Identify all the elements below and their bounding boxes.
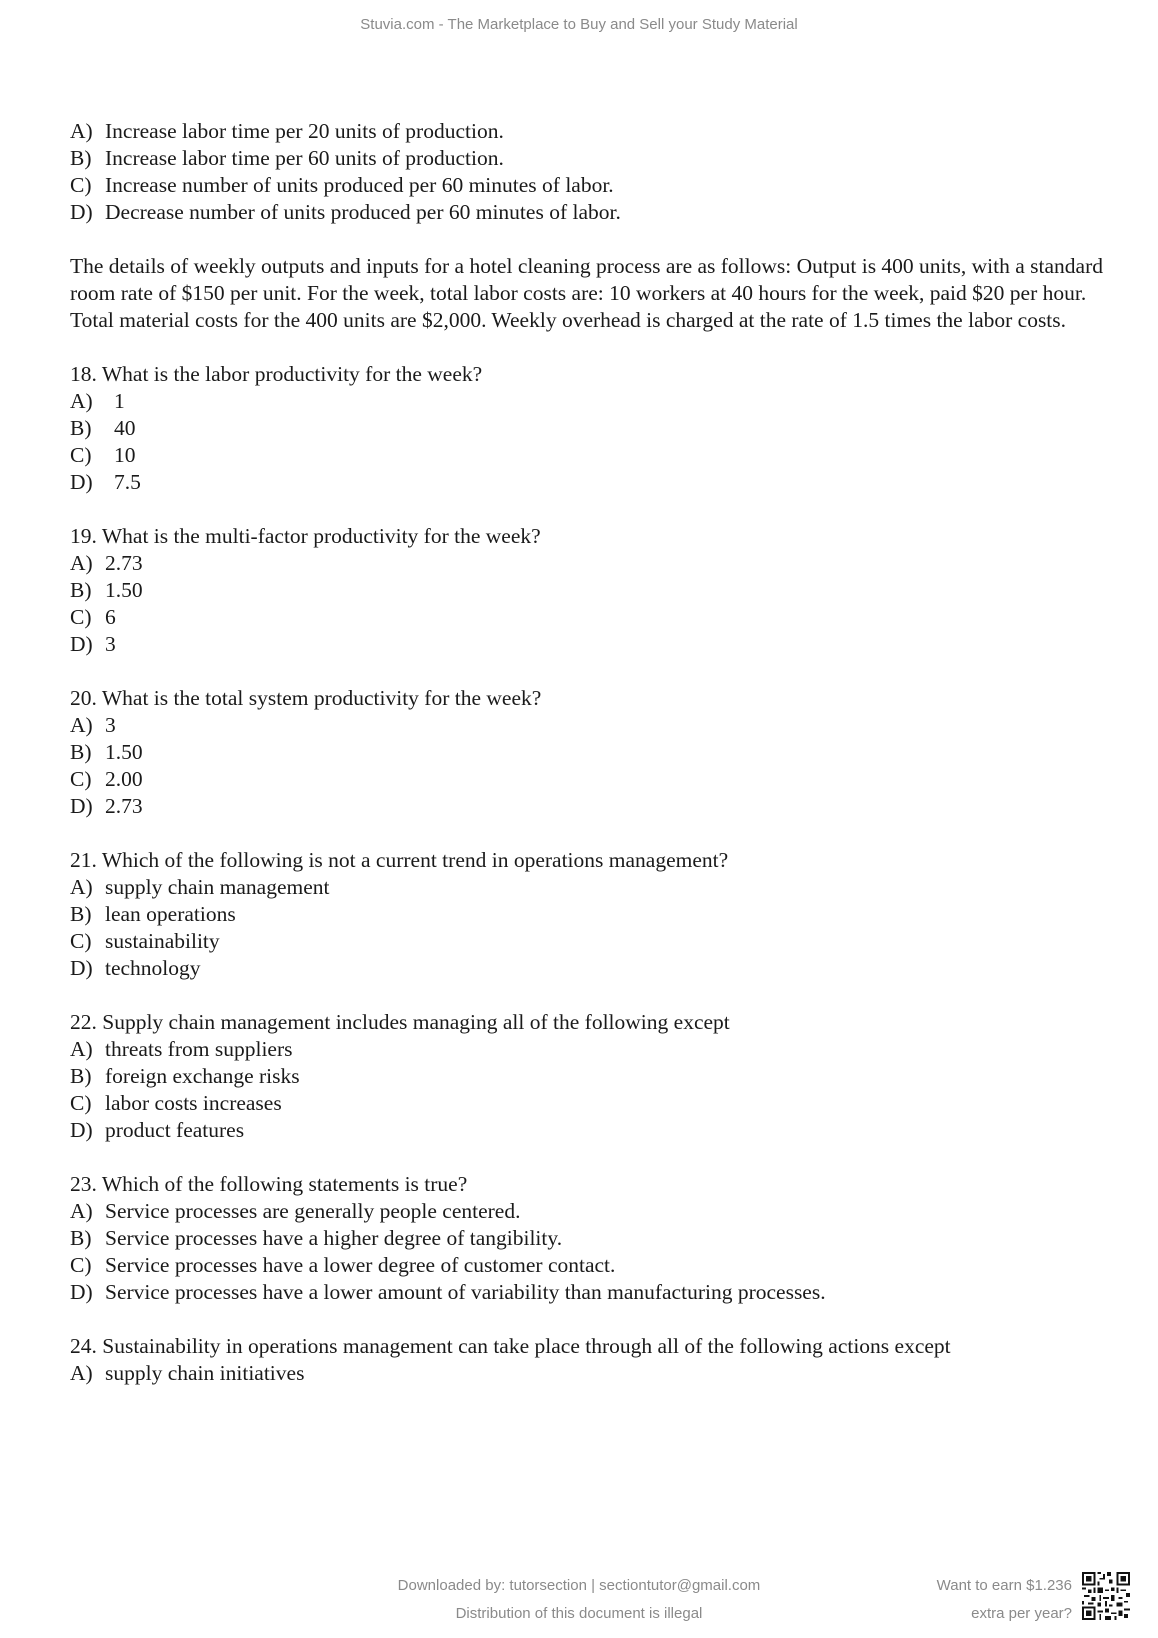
option-a: A) threats from suppliers <box>70 1037 293 1061</box>
option-a: A) Increase labor time per 20 units of production. <box>70 119 504 143</box>
option-c: C) Service processes have a lower degree of customer contact. <box>70 1253 616 1277</box>
option-c: C) 2.00 <box>70 767 143 791</box>
question-text: 23. Which of the following statements is true? <box>70 1172 468 1196</box>
previous-question-options <box>70 118 1120 226</box>
option-b: B) 1.50 <box>70 578 143 602</box>
option-a: A) 1 <box>70 389 125 413</box>
question-23 <box>70 1171 1120 1306</box>
option-b: B) foreign exchange risks <box>70 1064 300 1088</box>
option-c: C) labor costs increases <box>70 1091 282 1115</box>
option-a: A) supply chain initiatives <box>70 1361 305 1385</box>
option-d: D) product features <box>70 1118 245 1142</box>
question-24 <box>70 1333 1120 1387</box>
option-c: C) sustainability <box>70 929 220 953</box>
option-c: C) 6 <box>70 605 116 629</box>
page-header: Stuvia.com - The Marketplace to Buy and Sell your Study Material <box>360 16 798 33</box>
option-b: B) Service processes have a higher degree of tangibility. <box>70 1226 563 1250</box>
option-d: D) Decrease number of units produced per 60 minutes of labor. <box>70 200 621 224</box>
question-20 <box>70 685 1120 820</box>
option-b: B) 1.50 <box>70 740 143 764</box>
question-22 <box>70 1009 1120 1144</box>
qr-code-icon[interactable] <box>1082 1572 1130 1620</box>
option-a: A) Service processes are generally people centered. <box>70 1199 521 1223</box>
scenario-paragraph: The details of weekly outputs and inputs for a hotel cleaning process are as follows: Output is 400 units, with a standard room rate of $150 per unit. For the week, total labor costs are: 10 workers at 40 hours for the week, paid $20 per hour. Total material costs for the 400 units are $2,000. Weekly overhead is charged at the rate of 1.5 times the labor costs. <box>70 254 1103 332</box>
earn-promo-line1[interactable]: Want to earn $1.236 <box>936 1577 1072 1594</box>
document-body <box>70 118 1120 1387</box>
option-d: D) 3 <box>70 632 116 656</box>
option-a: A) 2.73 <box>70 551 143 575</box>
question-text: 19. What is the multi-factor productivity for the week? <box>70 524 541 548</box>
option-d: D) 7.5 <box>70 470 141 494</box>
question-text: 21. Which of the following is not a current trend in operations management? <box>70 848 729 872</box>
question-21 <box>70 847 1120 982</box>
question-text: 18. What is the labor productivity for the week? <box>70 362 483 386</box>
option-b: B) Increase labor time per 60 units of production. <box>70 146 504 170</box>
question-text: 20. What is the total system productivity for the week? <box>70 686 542 710</box>
earn-promo-line2[interactable]: extra per year? <box>971 1605 1072 1622</box>
question-19 <box>70 523 1120 658</box>
option-d: D) technology <box>70 956 201 980</box>
question-text: 24. Sustainability in operations management can take place through all of the following actions except <box>70 1334 951 1358</box>
option-d: D) 2.73 <box>70 794 143 818</box>
option-b: B) 40 <box>70 416 136 440</box>
downloaded-by-text: Downloaded by: tutorsection | sectiontutor@gmail.com <box>397 1577 761 1594</box>
question-18 <box>70 361 1120 496</box>
distribution-notice: Distribution of this document is illegal <box>455 1605 703 1622</box>
option-a: A) 3 <box>70 713 116 737</box>
option-b: B) lean operations <box>70 902 236 926</box>
option-d: D) Service processes have a lower amount of variability than manufacturing processes. <box>70 1280 826 1304</box>
option-c: C) 10 <box>70 443 136 467</box>
question-text: 22. Supply chain management includes managing all of the following except <box>70 1010 730 1034</box>
option-c: C) Increase number of units produced per 60 minutes of labor. <box>70 173 614 197</box>
option-a: A) supply chain management <box>70 875 330 899</box>
